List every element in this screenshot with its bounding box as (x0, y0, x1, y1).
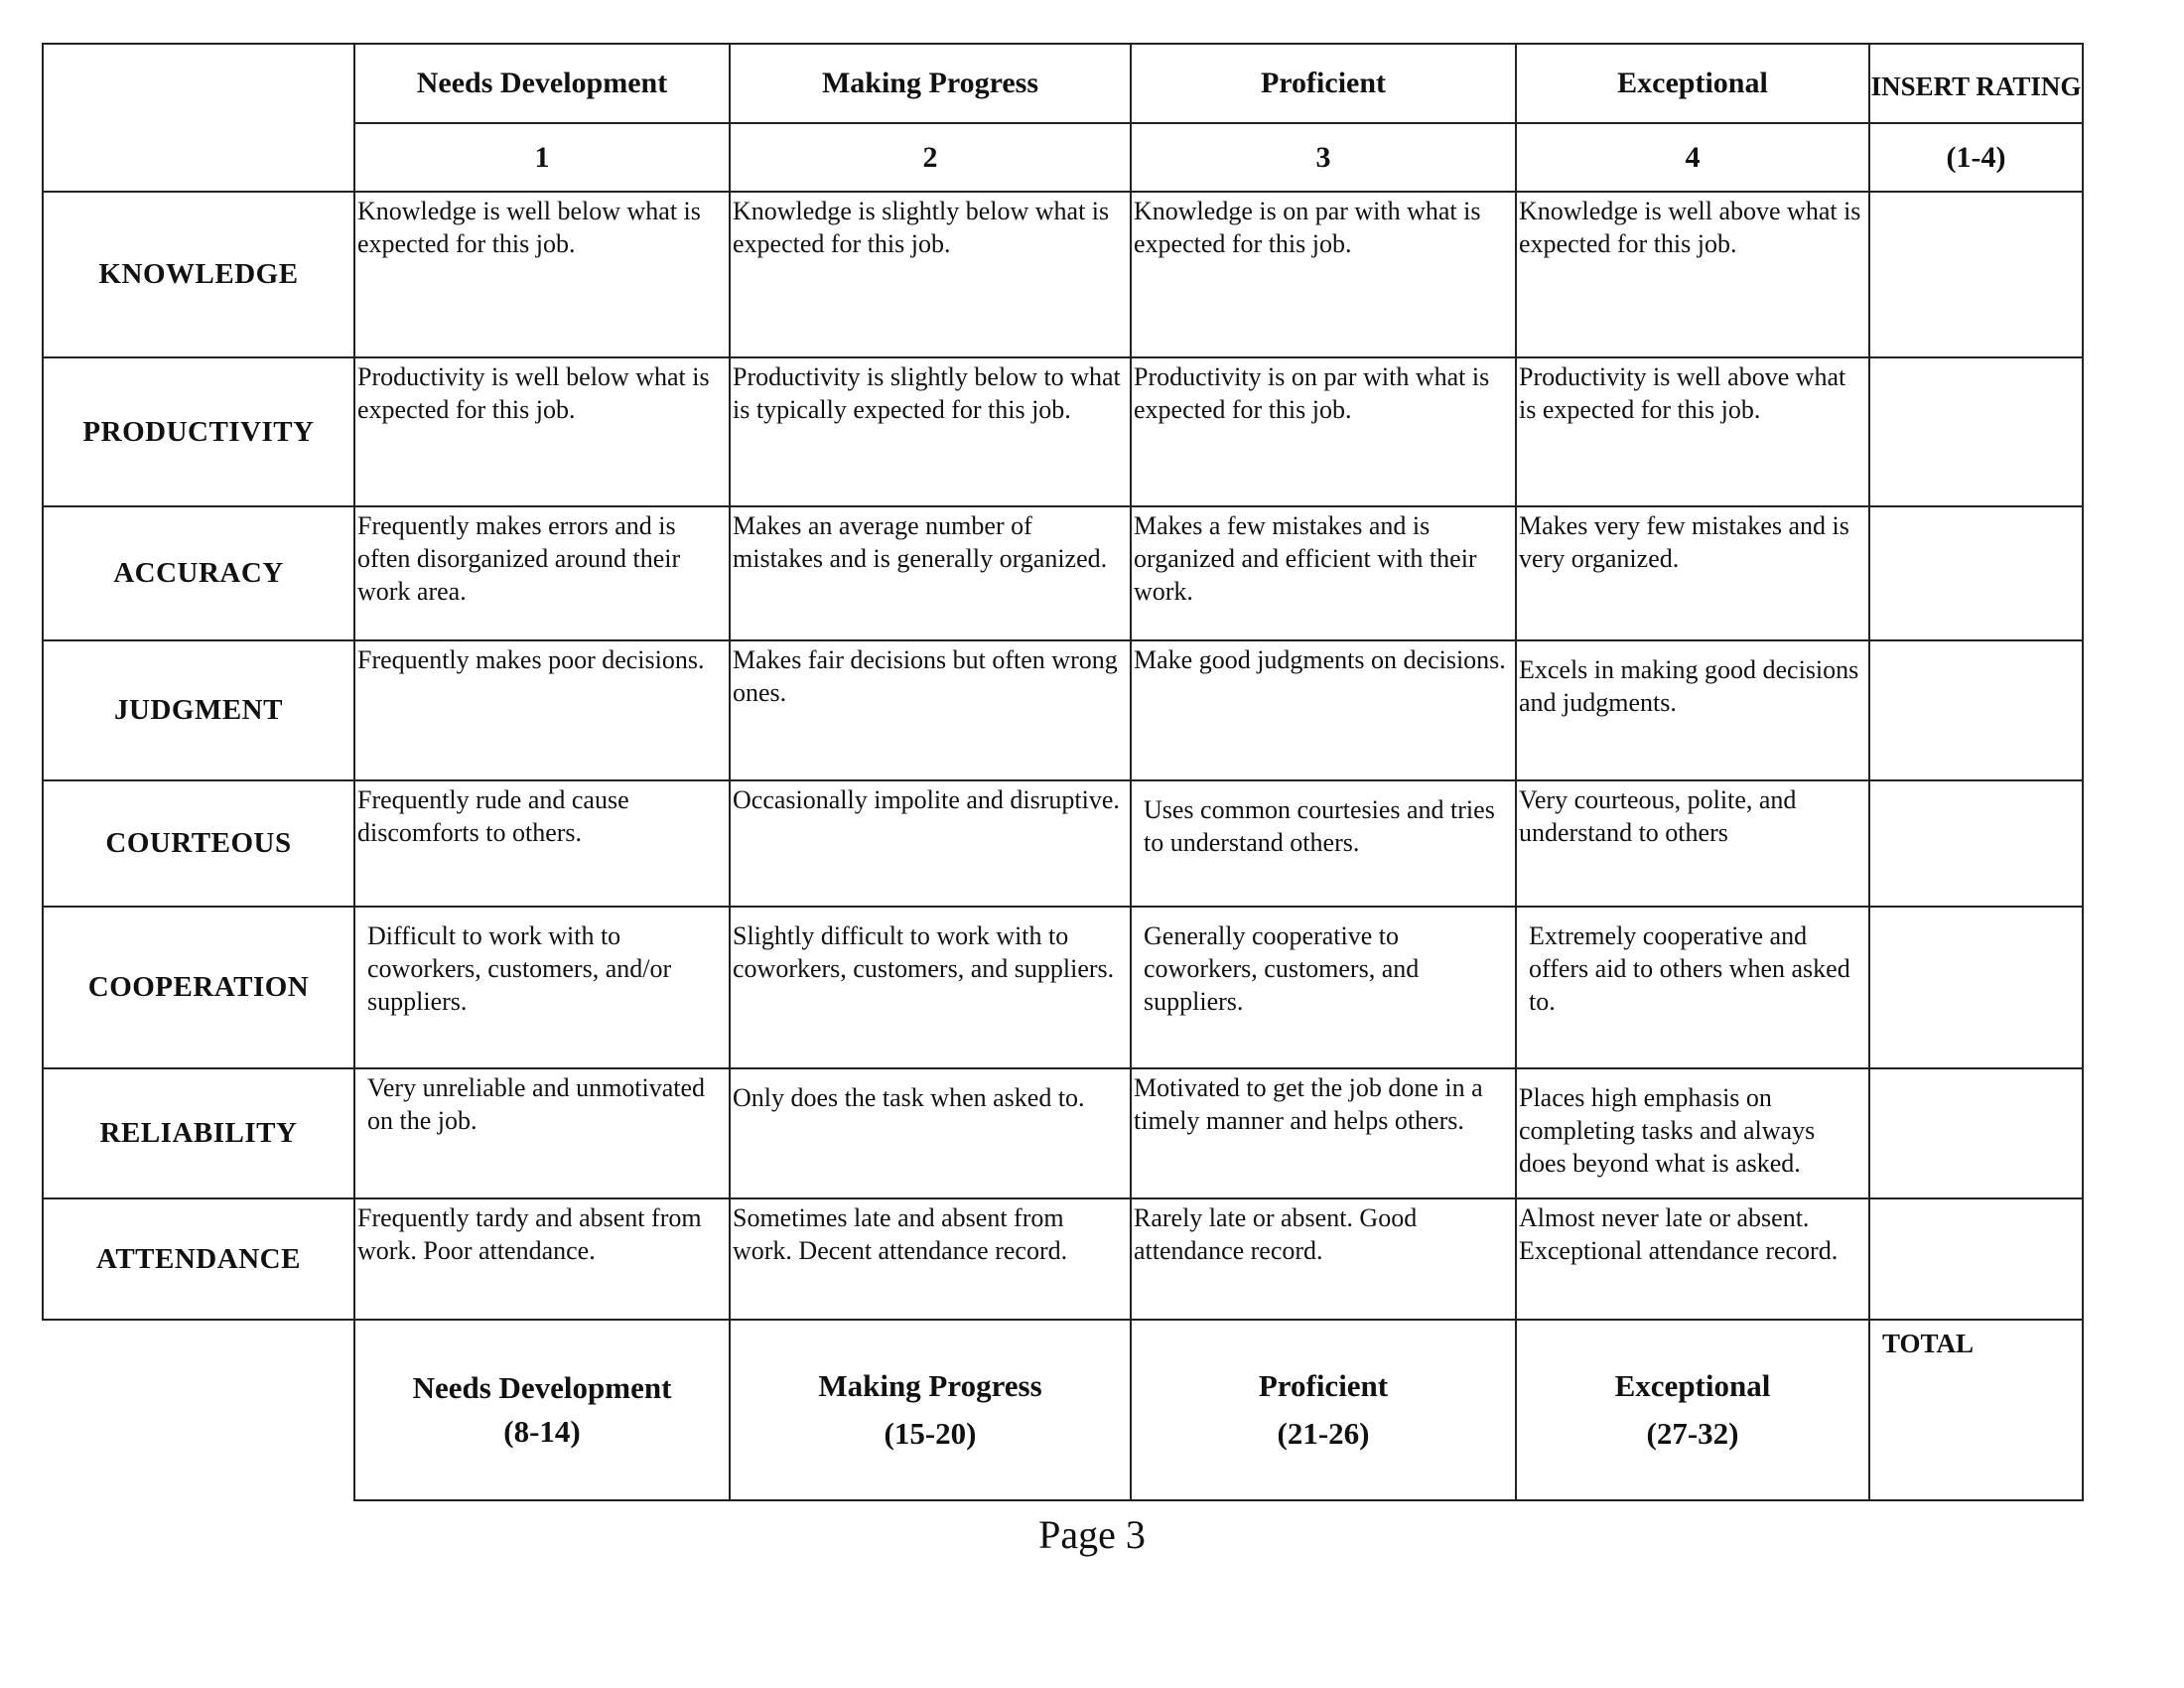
rating-input-cell[interactable] (1869, 1198, 2083, 1320)
insert-rating-header: INSERT RATING (1869, 44, 2083, 123)
footer-level-range: (21-26) (1277, 1416, 1370, 1451)
description-cell: Motivated to get the job done in a timely manner and helps others. (1131, 1068, 1516, 1198)
description-cell: Knowledge is well above what is expected for this job. (1516, 192, 1869, 357)
level-number-4: 4 (1516, 123, 1869, 192)
rating-input-cell[interactable] (1869, 780, 2083, 907)
criterion-label: JUDGMENT (43, 640, 354, 780)
criterion-label: ATTENDANCE (43, 1198, 354, 1320)
description-cell: Slightly difficult to work with to coworkers, customers, and suppliers. (730, 907, 1131, 1068)
page-number: Page 3 (1038, 1512, 1146, 1557)
level-number-3: 3 (1131, 123, 1516, 192)
level-number-2: 2 (730, 123, 1131, 192)
rating-input-cell[interactable] (1869, 192, 2083, 357)
description-cell: Frequently tardy and absent from work. Poor attendance. (354, 1198, 730, 1320)
criterion-label: ACCURACY (43, 506, 354, 640)
description-cell: Extremely cooperative and offers aid to others when asked to. (1516, 907, 1869, 1068)
footer-level-name: Proficient (1258, 1368, 1389, 1403)
description-cell: Places high emphasis on completing tasks and always does beyond what is asked. (1516, 1068, 1869, 1198)
description-cell: Frequently makes errors and is often disorganized around their work area. (354, 506, 730, 640)
footer-level-name: Exceptional (1614, 1368, 1771, 1403)
criterion-label: RELIABILITY (43, 1068, 354, 1198)
criterion-row-knowledge (43, 192, 2083, 357)
footer-level-proficient (1131, 1320, 1516, 1500)
header-row (43, 44, 2083, 123)
description-cell: Productivity is well above what is expected for this job. (1516, 357, 1869, 506)
description-cell: Productivity is well below what is expected for this job. (354, 357, 730, 506)
footer-level-name: Making Progress (818, 1368, 1042, 1403)
rubric-table (42, 43, 2084, 1501)
total-label: TOTAL (1882, 1329, 1975, 1358)
footer-row (43, 1320, 2083, 1500)
description-cell: Very courteous, polite, and understand to others (1516, 780, 1869, 907)
description-cell: Makes very few mistakes and is very organized. (1516, 506, 1869, 640)
criterion-row-reliability (43, 1068, 2083, 1198)
description-cell: Productivity is on par with what is expected for this job. (1131, 357, 1516, 506)
description-cell: Only does the task when asked to. (730, 1068, 1131, 1198)
criterion-label: COURTEOUS (43, 780, 354, 907)
footer-level-range: (8-14) (503, 1414, 581, 1449)
description-cell: Frequently rude and cause discomforts to others. (354, 780, 730, 907)
footer-level-making-progress (730, 1320, 1131, 1500)
description-cell: Occasionally impolite and disruptive. (730, 780, 1131, 907)
corner-cell (43, 44, 354, 192)
description-cell: Knowledge is well below what is expected for this job. (354, 192, 730, 357)
description-cell: Rarely late or absent. Good attendance record. (1131, 1198, 1516, 1320)
criterion-row-accuracy (43, 506, 2083, 640)
level-number-1: 1 (354, 123, 730, 192)
rating-input-cell[interactable] (1869, 640, 2083, 780)
criterion-row-judgment (43, 640, 2083, 780)
description-cell: Very unreliable and unmotivated on the job. (354, 1068, 730, 1198)
rating-input-cell[interactable] (1869, 907, 2083, 1068)
footer-level-range: (27-32) (1646, 1416, 1739, 1451)
criterion-label: KNOWLEDGE (43, 192, 354, 357)
description-cell: Difficult to work with to coworkers, customers, and/or suppliers. (354, 907, 730, 1068)
level-header-needs-development: Needs Development (354, 44, 730, 123)
description-cell: Make good judgments on decisions. (1131, 640, 1516, 780)
description-cell: Knowledge is on par with what is expected for this job. (1131, 192, 1516, 357)
description-cell: Almost never late or absent. Exceptional attendance record. (1516, 1198, 1869, 1320)
footer-level-name: Needs Development (412, 1370, 672, 1405)
description-cell: Frequently makes poor decisions. (354, 640, 730, 780)
rating-input-cell[interactable] (1869, 1068, 2083, 1198)
description-cell: Makes fair decisions but often wrong ones. (730, 640, 1131, 780)
level-header-proficient: Proficient (1131, 44, 1516, 123)
criterion-row-cooperation (43, 907, 2083, 1068)
description-cell: Productivity is slightly below to what is typically expected for this job. (730, 357, 1131, 506)
criterion-label: PRODUCTIVITY (43, 357, 354, 506)
footer-blank-cell (43, 1320, 354, 1500)
rating-input-cell[interactable] (1869, 357, 2083, 506)
description-cell: Makes an average number of mistakes and is generally organized. (730, 506, 1131, 640)
description-cell: Generally cooperative to coworkers, customers, and suppliers. (1131, 907, 1516, 1068)
level-header-making-progress: Making Progress (730, 44, 1131, 123)
description-cell: Makes a few mistakes and is organized and efficient with their work. (1131, 506, 1516, 640)
criterion-row-attendance (43, 1198, 2083, 1320)
rating-input-cell[interactable] (1869, 506, 2083, 640)
rating-range: (1-4) (1869, 123, 2083, 192)
criterion-row-productivity (43, 357, 2083, 506)
level-header-exceptional: Exceptional (1516, 44, 1869, 123)
criterion-row-courteous (43, 780, 2083, 907)
criterion-label: COOPERATION (43, 907, 354, 1068)
footer-level-exceptional (1516, 1320, 1869, 1500)
description-cell: Knowledge is slightly below what is expected for this job. (730, 192, 1131, 357)
footer-level-range: (15-20) (884, 1416, 977, 1451)
footer-level-needs-development (354, 1320, 730, 1500)
total-cell[interactable] (1869, 1320, 2083, 1500)
description-cell: Excels in making good decisions and judgments. (1516, 640, 1869, 780)
description-cell: Uses common courtesies and tries to understand others. (1131, 780, 1516, 907)
description-cell: Sometimes late and absent from work. Decent attendance record. (730, 1198, 1131, 1320)
